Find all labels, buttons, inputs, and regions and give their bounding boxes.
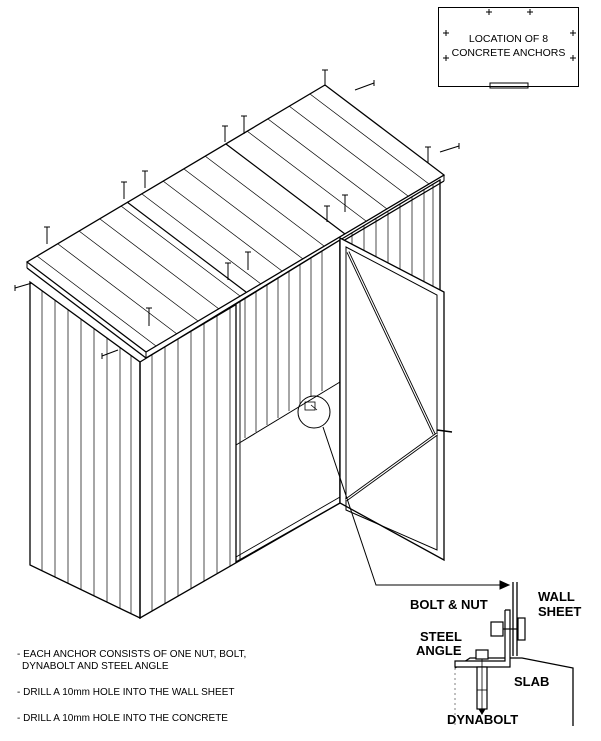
note-3: - DRILL A 10mm HOLE INTO THE CONCRETE [17, 713, 228, 724]
angle-label-2: ANGLE [416, 643, 462, 658]
door [340, 238, 452, 560]
note-1-cont: DYNABOLT AND STEEL ANGLE [22, 661, 169, 672]
bolt-nut-label: BOLT & NUT [410, 597, 488, 612]
left-wall [30, 282, 140, 618]
note-1: - EACH ANCHOR CONSISTS OF ONE NUT, BOLT, [17, 649, 247, 660]
legend-line-2: CONCRETE ANCHORS [451, 47, 566, 59]
wall-label-2: SHEET [538, 604, 582, 619]
dynabolt-label: DYNABOLT [447, 712, 519, 727]
slab-label: SLAB [514, 674, 550, 689]
steel-label-1: STEEL [420, 629, 462, 644]
legend-text [439, 32, 578, 60]
anchor-legend-box [438, 7, 579, 87]
note-2: - DRILL A 10mm HOLE INTO THE WALL SHEET [17, 687, 235, 698]
legend-line-1: LOCATION OF 8 [468, 33, 549, 45]
wall-label-1: WALL [538, 589, 575, 604]
